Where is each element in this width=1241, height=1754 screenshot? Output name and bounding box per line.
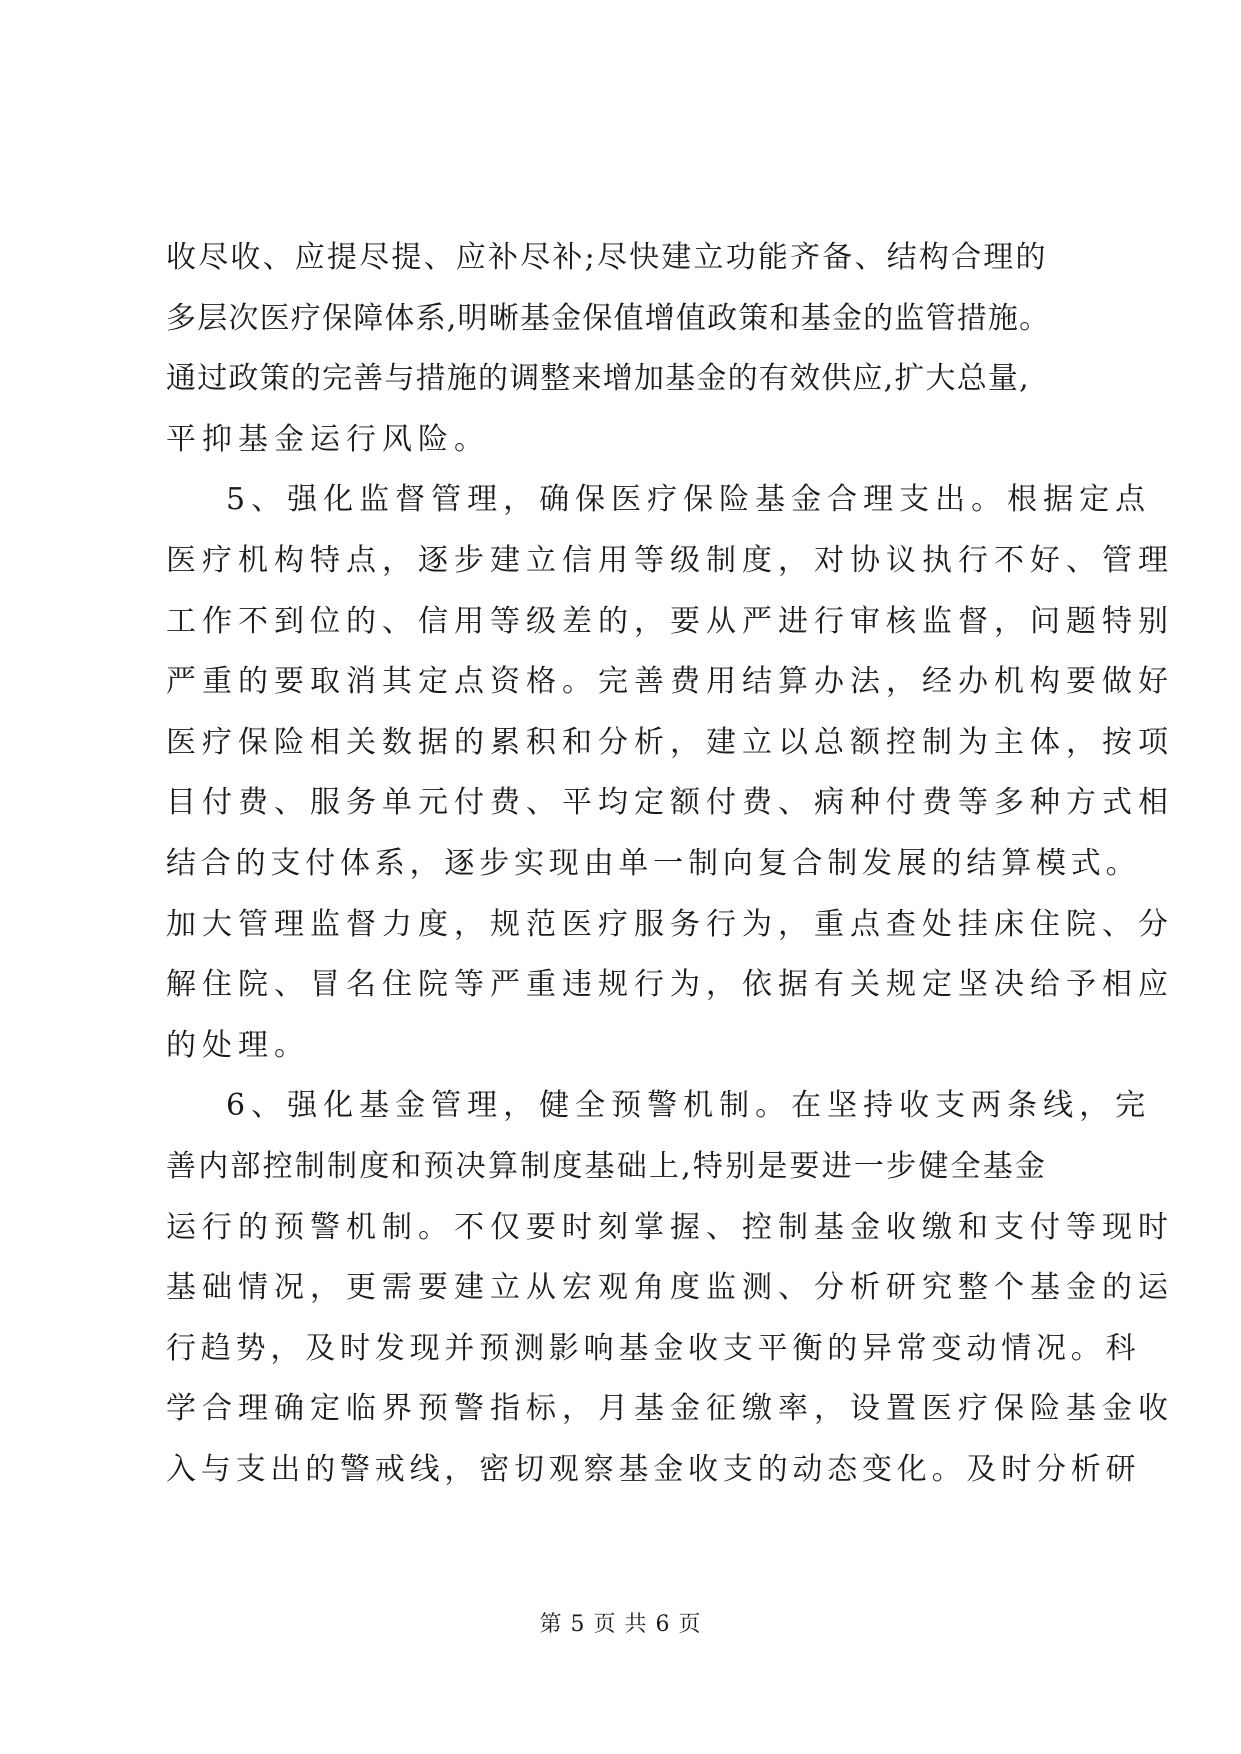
page-footer: 第 5 页 共 6 页 [539,1612,702,1637]
text-line: 收尽收、应提尽提、应补尽补;尽快建立功能齐备、结构合理的 [166,240,1048,275]
text-line: 多层次医疗保障体系,明晰基金保值增值政策和基金的监管措施。 [166,300,1051,336]
text-line: 平抑基金运行风险。 [166,421,490,457]
text-line: 解住院、冒名住院等严重违规行为，依据有关规定坚决给予相应 [166,967,1174,1003]
text-line: 加大管理监督力度，规范医疗服务行为，重点查处挂床住院、分 [166,906,1174,942]
text-line: 学合理确定临界预警指标，月基金征缴率，设置医疗保险基金收 [166,1391,1174,1427]
text-line: 医疗保险相关数据的累积和分析，建立以总额控制为主体，按项 [166,724,1174,760]
text-line: 医疗机构特点，逐步建立信用等级制度，对协议执行不好、管理 [166,542,1174,578]
text-line: 的处理。 [166,1027,310,1063]
text-line: 善内部控制制度和预决算制度基础上,特别是要进一步健全基金 [166,1148,1048,1184]
text-line: 运行的预警机制。不仅要时刻掌握、控制基金收缴和支付等现时 [166,1209,1174,1245]
paragraph-6-start: 6、强化基金管理，健全预警机制。在坚持收支两条线，完 [226,1088,1152,1124]
text-line: 目付费、服务单元付费、平均定额付费、病种付费等多种方式相 [166,785,1174,821]
text-line: 行趋势，及时发现并预测影响基金收支平衡的异常变动情况。科 [166,1330,1141,1366]
text-line: 通过政策的完善与措施的调整来增加基金的有效供应,扩大总量, [166,361,1030,397]
text-line: 基础情况，更需要建立从宏观角度监测、分析研究整个基金的运 [166,1270,1174,1306]
paragraph-5-start: 5、强化监督管理，确保医疗保险基金合理支出。根据定点 [226,482,1152,518]
body-text [166,228,1174,1500]
text-line: 入与支出的警戒线，密切观察基金收支的动态变化。及时分析研 [166,1451,1141,1487]
text-line: 严重的要取消其定点资格。完善费用结算办法，经办机构要做好 [166,664,1174,700]
text-line: 结合的支付体系，逐步实现由单一制向复合制发展的结算模式。 [166,845,1141,881]
text-line: 工作不到位的、信用等级差的，要从严进行审核监督，问题特别 [166,603,1174,639]
